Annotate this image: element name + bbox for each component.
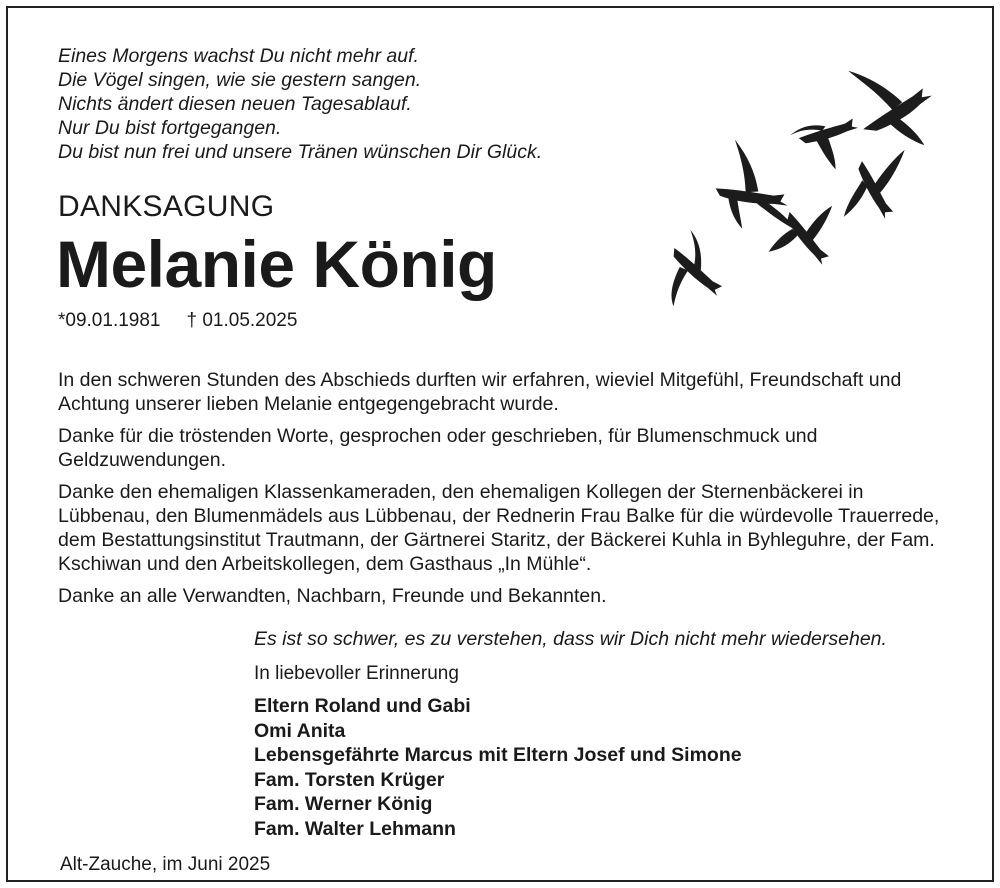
page-title: DANKSAGUNG bbox=[58, 190, 275, 223]
death-date: † 01.05.2025 bbox=[186, 310, 298, 331]
poem-line: Du bist nun frei und unsere Tränen wünschen Dir Glück. bbox=[58, 141, 543, 163]
deceased-name: Melanie König bbox=[56, 227, 497, 301]
remembrance-line: In liebevoller Erinnerung bbox=[254, 663, 459, 684]
thanks-text bbox=[58, 368, 958, 616]
flying-birds-icon bbox=[658, 48, 958, 318]
family-list bbox=[254, 694, 742, 841]
family-member: Lebensgefährte Marcus mit Eltern Josef und Simone bbox=[254, 744, 742, 766]
paragraph: Danke an alle Verwandten, Nachbarn, Freunde und Bekannten. bbox=[58, 585, 607, 607]
family-member: Fam. Werner König bbox=[254, 793, 433, 815]
family-member: Fam. Torsten Krüger bbox=[254, 768, 445, 791]
poem-line: Nur Du bist fortgegangen. bbox=[58, 117, 282, 139]
poem-line: Die Vögel singen, wie sie gestern sangen. bbox=[58, 69, 422, 91]
poem-line: Nichts ändert diesen neuen Tagesablauf. bbox=[58, 93, 412, 115]
poem-line: Eines Morgens wachst Du nicht mehr auf. bbox=[58, 45, 419, 67]
family-member: Fam. Walter Lehmann bbox=[254, 817, 456, 840]
family-member: Omi Anita bbox=[254, 719, 346, 742]
poem bbox=[58, 44, 542, 164]
paragraph: Danke für die tröstenden Worte, gesprochen oder geschrieben, für Blumenschmuck und Geldzuwendungen. bbox=[58, 425, 818, 471]
paragraph: In den schweren Stunden des Abschieds durften wir erfahren, wieviel Mitgefühl, Freundschaft und Achtung unserer lieben Melanie entgegengebracht wurde. bbox=[58, 369, 902, 415]
birth-date: *09.01.1981 bbox=[58, 310, 161, 331]
paragraph: Danke den ehemaligen Klassenkameraden, den ehemaligen Kollegen der Sternenbäckerei in Lübbenau, den Blumenmädels aus Lübbenau, der Rednerin Frau Balke für die würdevolle Trauerrede, dem Bestattungsinstitut Trautmann, der Gärtnerei Staritz, der Bäckerei Kuhla in Byhleguhre, der Fam. Kschiwan und den Arbeitskollegen, dem Gasthaus „In Mühle“. bbox=[58, 481, 940, 575]
place-and-date: Alt-Zauche, im Juni 2025 bbox=[60, 854, 271, 875]
family-member: Eltern Roland und Gabi bbox=[254, 695, 471, 717]
obituary-card bbox=[6, 6, 994, 882]
quote: Es ist so schwer, es zu verstehen, dass wir Dich nicht mehr wiedersehen. bbox=[254, 628, 887, 650]
life-dates bbox=[58, 310, 297, 332]
